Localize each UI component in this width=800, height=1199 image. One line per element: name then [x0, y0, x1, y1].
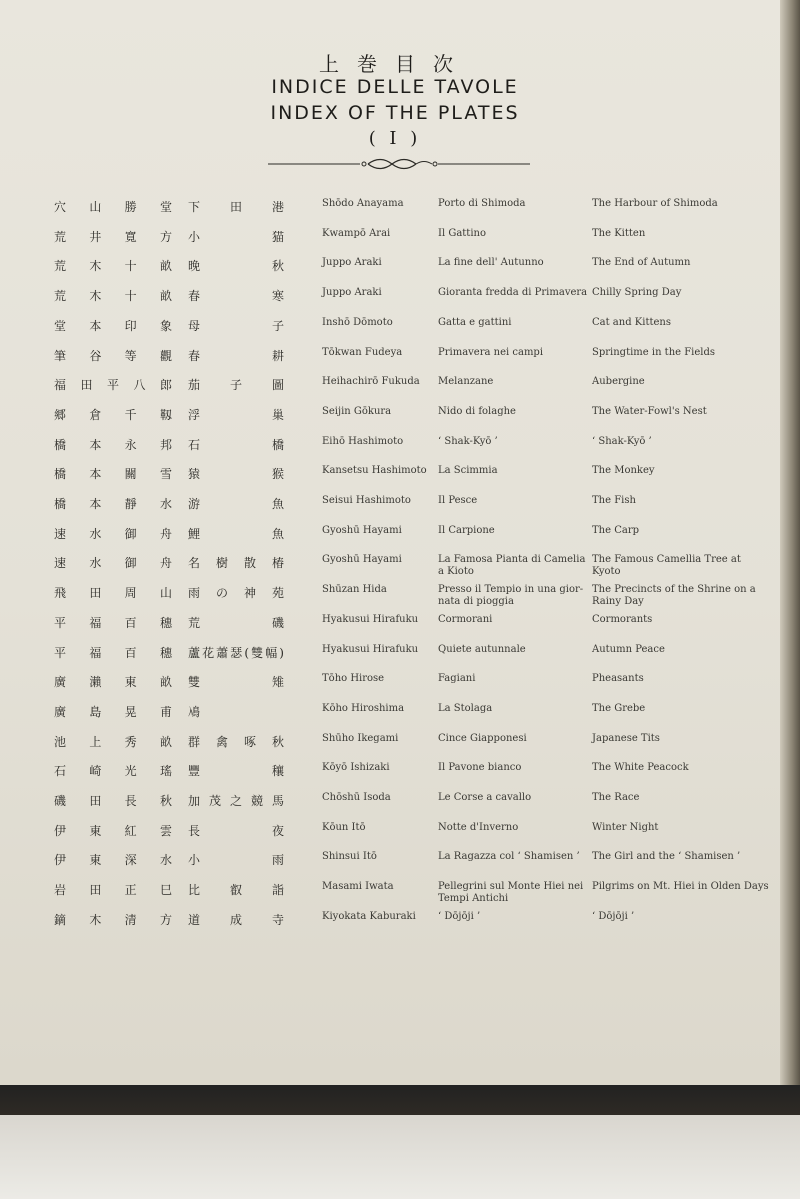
artist-name-japanese: 鏑木清方: [54, 913, 172, 927]
plate-title-japanese: 茄子圖: [188, 378, 284, 392]
plate-title-english: The End of Autumn: [592, 257, 691, 268]
artist-name-romanized: Juppo Araki: [322, 257, 382, 268]
plate-row: [0, 436, 790, 458]
plate-title-italian: Notte d'Inverno: [438, 822, 519, 833]
plate-row: [0, 673, 790, 695]
plate-title-japanese: 加茂之競馬: [188, 794, 284, 808]
plate-title-english: ‘ Dōjōji ’: [592, 911, 635, 922]
plate-row: [0, 525, 790, 547]
plate-title-italian: Gatta e gattini: [438, 317, 512, 328]
plate-title-japanese: 雨の神苑: [188, 586, 284, 600]
artist-name-japanese: 荒木十畝: [54, 259, 172, 273]
artist-name-japanese: 池上秀畝: [54, 735, 172, 749]
plate-title-japanese: 春寒: [188, 289, 284, 303]
plate-row: [0, 376, 790, 398]
artist-name-japanese: 石崎光瑤: [54, 764, 172, 778]
artist-name-japanese: 岩田正巳: [54, 883, 172, 897]
plate-title-italian: Melanzane: [438, 376, 494, 387]
plate-title-italian: Cince Giapponesi: [438, 733, 527, 744]
title-italian: INDICE DELLE TAVOLE: [271, 76, 519, 98]
plate-title-japanese: 小猫: [188, 230, 284, 244]
plate-row: [0, 881, 790, 903]
plate-title-english: Chilly Spring Day: [592, 287, 682, 298]
plate-title-japanese: 長夜: [188, 824, 284, 838]
plate-title-english: The Carp: [592, 525, 640, 536]
book-cover-edge: [0, 1085, 800, 1115]
ornamental-divider: [268, 156, 530, 172]
artist-name-japanese: 橋本靜水: [54, 497, 172, 511]
plate-title-english: Pheasants: [592, 673, 644, 684]
artist-name-romanized: Hyakusui Hirafuku: [322, 644, 419, 655]
plate-title-japanese: 荒磯: [188, 616, 284, 630]
artist-name-romanized: Kōho Hiroshima: [322, 703, 405, 714]
plate-title-japanese: 浮巢: [188, 408, 284, 422]
plate-title-italian: La Scimmia: [438, 465, 498, 476]
artist-name-romanized: Eihō Hashimoto: [322, 436, 404, 447]
artist-name-romanized: Shūho Ikegami: [322, 733, 399, 744]
plate-title-english: The Race: [592, 792, 640, 803]
plate-title-english: Autumn Peace: [592, 644, 665, 655]
plate-row: [0, 762, 790, 784]
plate-title-italian: Fagiani: [438, 673, 476, 684]
artist-name-romanized: Shōdo Anayama: [322, 198, 404, 209]
plate-title-japanese: 豐穰: [188, 764, 284, 778]
plate-title-japanese: 鳰: [188, 705, 201, 719]
artist-name-romanized: Shinsui Itō: [322, 851, 377, 862]
plate-title-japanese: 石橋: [188, 438, 284, 452]
plate-row: [0, 733, 790, 755]
plate-title-english: The Girl and the ‘ Shamisen ’: [592, 851, 741, 862]
plate-title-italian: Il Gattino: [438, 228, 486, 239]
artist-name-japanese: 筆谷等觀: [54, 349, 172, 363]
plate-title-japanese: 雙雉: [188, 675, 284, 689]
plate-title-japanese: 蘆花蕭瑟(雙幅): [188, 646, 284, 660]
plate-title-italian: ‘ Dōjōji ’: [438, 911, 481, 922]
artist-name-romanized: Gyoshū Hayami: [322, 525, 402, 536]
plate-title-english: Cormorants: [592, 614, 653, 625]
plate-title-japanese: 母子: [188, 319, 284, 333]
plate-row: [0, 228, 790, 250]
plate-title-italian: La fine dell' Autunno: [438, 257, 544, 268]
plate-row: [0, 347, 790, 369]
plate-row: [0, 851, 790, 873]
artist-name-japanese: 速水御舟: [54, 556, 172, 570]
artist-name-japanese: 橋本永邦: [54, 438, 172, 452]
plate-title-japanese: 道成寺: [188, 913, 284, 927]
plate-title-english: The Fish: [592, 495, 636, 506]
plate-title-japanese: 小雨: [188, 853, 284, 867]
plate-title-italian: Le Corse a cavallo: [438, 792, 532, 803]
plate-row: [0, 287, 790, 309]
plate-title-english: The Monkey: [592, 465, 655, 476]
plate-row: [0, 465, 790, 487]
plate-title-japanese: 下田港: [188, 200, 284, 214]
artist-name-japanese: 平福百穗: [54, 616, 172, 630]
plate-title-japanese: 鯉魚: [188, 527, 284, 541]
plate-title-english: The Water-Fowl's Nest: [592, 406, 707, 417]
artist-name-romanized: Kōun Itō: [322, 822, 366, 833]
artist-name-romanized: Shūzan Hida: [322, 584, 387, 595]
artist-name-japanese: 荒木十畝: [54, 289, 172, 303]
plate-title-japanese: 比叡詣: [188, 883, 284, 897]
plate-title-english: Cat and Kittens: [592, 317, 671, 328]
artist-name-romanized: Kwampō Arai: [322, 228, 391, 239]
artist-name-japanese: 福田平八郎: [54, 378, 172, 392]
plate-row: [0, 703, 790, 725]
artist-name-romanized: Kansetsu Hashimoto: [322, 465, 427, 476]
plate-row: [0, 792, 790, 814]
artist-name-romanized: Inshō Dōmoto: [322, 317, 393, 328]
artist-name-romanized: Tōkwan Fudeya: [322, 347, 403, 358]
plate-title-english: The Harbour of Shimoda: [592, 198, 718, 209]
artist-name-romanized: Gyoshū Hayami: [322, 554, 402, 565]
plate-title-english: The Kitten: [592, 228, 646, 239]
volume-number: ( I ): [368, 128, 422, 149]
plate-title-italian: Il Carpione: [438, 525, 495, 536]
artist-name-japanese: 穴山勝堂: [54, 200, 172, 214]
plate-title-italian: Presso il Tempio in una gior-nata di pioggia: [438, 584, 584, 607]
plate-title-italian: La Ragazza col ‘ Shamisen ’: [438, 851, 580, 862]
artist-name-japanese: 堂本印象: [54, 319, 172, 333]
plate-title-italian: Il Pavone bianco: [438, 762, 522, 773]
plate-title-italian: Primavera nei campi: [438, 347, 544, 358]
artist-name-romanized: Juppo Araki: [322, 287, 382, 298]
artist-name-japanese: 伊東紅雲: [54, 824, 172, 838]
plate-row: [0, 584, 790, 606]
plate-title-english: Winter Night: [592, 822, 659, 833]
artist-name-japanese: 郷倉千靱: [54, 408, 172, 422]
plate-title-italian: La Famosa Pianta di Camelia a Kioto: [438, 554, 586, 577]
plate-title-english: Springtime in the Fields: [592, 347, 716, 358]
plate-title-italian: Nido di folaghe: [438, 406, 516, 417]
plate-row: [0, 257, 790, 279]
plate-title-japanese: 群禽啄秋: [188, 735, 284, 749]
plate-row: [0, 495, 790, 517]
artist-name-romanized: Kiyokata Kaburaki: [322, 911, 416, 922]
plate-title-italian: Cormorani: [438, 614, 493, 625]
plate-row: [0, 822, 790, 844]
plate-row: [0, 644, 790, 666]
plate-title-english: The Grebe: [592, 703, 646, 714]
plate-title-japanese: 春耕: [188, 349, 284, 363]
artist-name-romanized: Seijin Gōkura: [322, 406, 392, 417]
artist-name-romanized: Tōho Hirose: [322, 673, 385, 684]
plate-title-english: Japanese Tits: [592, 733, 660, 744]
artist-name-romanized: Chōshū Isoda: [322, 792, 391, 803]
artist-name-romanized: Masami Iwata: [322, 881, 394, 892]
artist-name-japanese: 伊東深水: [54, 853, 172, 867]
plate-row: [0, 554, 790, 576]
plate-title-english: The Famous Camellia Tree at Kyoto: [592, 554, 741, 577]
artist-name-japanese: 速水御舟: [54, 527, 172, 541]
plate-title-italian: Il Pesce: [438, 495, 478, 506]
plate-title-japanese: 晚秋: [188, 259, 284, 273]
artist-name-romanized: Hyakusui Hirafuku: [322, 614, 419, 625]
artist-name-japanese: 廣島晃甫: [54, 705, 172, 719]
artist-name-japanese: 荒井寬方: [54, 230, 172, 244]
plate-row: [0, 317, 790, 339]
plate-row: [0, 911, 790, 933]
table-surface: [0, 1115, 800, 1199]
plate-title-japanese: 游魚: [188, 497, 284, 511]
artist-name-japanese: 飛田周山: [54, 586, 172, 600]
artist-name-romanized: Heihachirō Fukuda: [322, 376, 420, 387]
artist-name-romanized: Seisui Hashimoto: [322, 495, 411, 506]
plate-title-italian: ‘ Shak-Kyō ’: [438, 436, 498, 447]
plate-title-english: The Precincts of the Shrine on a Rainy Day: [592, 584, 756, 607]
plate-row: [0, 198, 790, 220]
plate-title-english: The White Peacock: [592, 762, 689, 773]
title-english: INDEX OF THE PLATES: [270, 102, 520, 124]
plate-title-italian: Pellegrini sul Monte Hiei nei Tempi Antichi: [438, 881, 584, 904]
page-edge: [780, 0, 800, 1085]
artist-name-japanese: 平福百穗: [54, 646, 172, 660]
plate-title-italian: Gioranta fredda di Primavera: [438, 287, 588, 298]
artist-name-japanese: 廣瀨東畝: [54, 675, 172, 689]
plate-title-english: Aubergine: [592, 376, 645, 387]
plate-row: [0, 614, 790, 636]
plate-title-italian: Quiete autunnale: [438, 644, 526, 655]
plate-title-japanese: 猿猴: [188, 467, 284, 481]
plate-row: [0, 406, 790, 428]
plate-title-english: ‘ Shak-Kyō ’: [592, 436, 652, 447]
artist-name-japanese: 磯田長秋: [54, 794, 172, 808]
plate-title-japanese: 名樹散椿: [188, 556, 284, 570]
title-japanese: 上巻目次: [319, 52, 471, 76]
artist-name-romanized: Kōyō Ishizaki: [322, 762, 390, 773]
plate-title-italian: La Stolaga: [438, 703, 493, 714]
plate-title-english: Pilgrims on Mt. Hiei in Olden Days: [592, 881, 769, 892]
artist-name-japanese: 橋本關雪: [54, 467, 172, 481]
plate-title-italian: Porto di Shimoda: [438, 198, 526, 209]
